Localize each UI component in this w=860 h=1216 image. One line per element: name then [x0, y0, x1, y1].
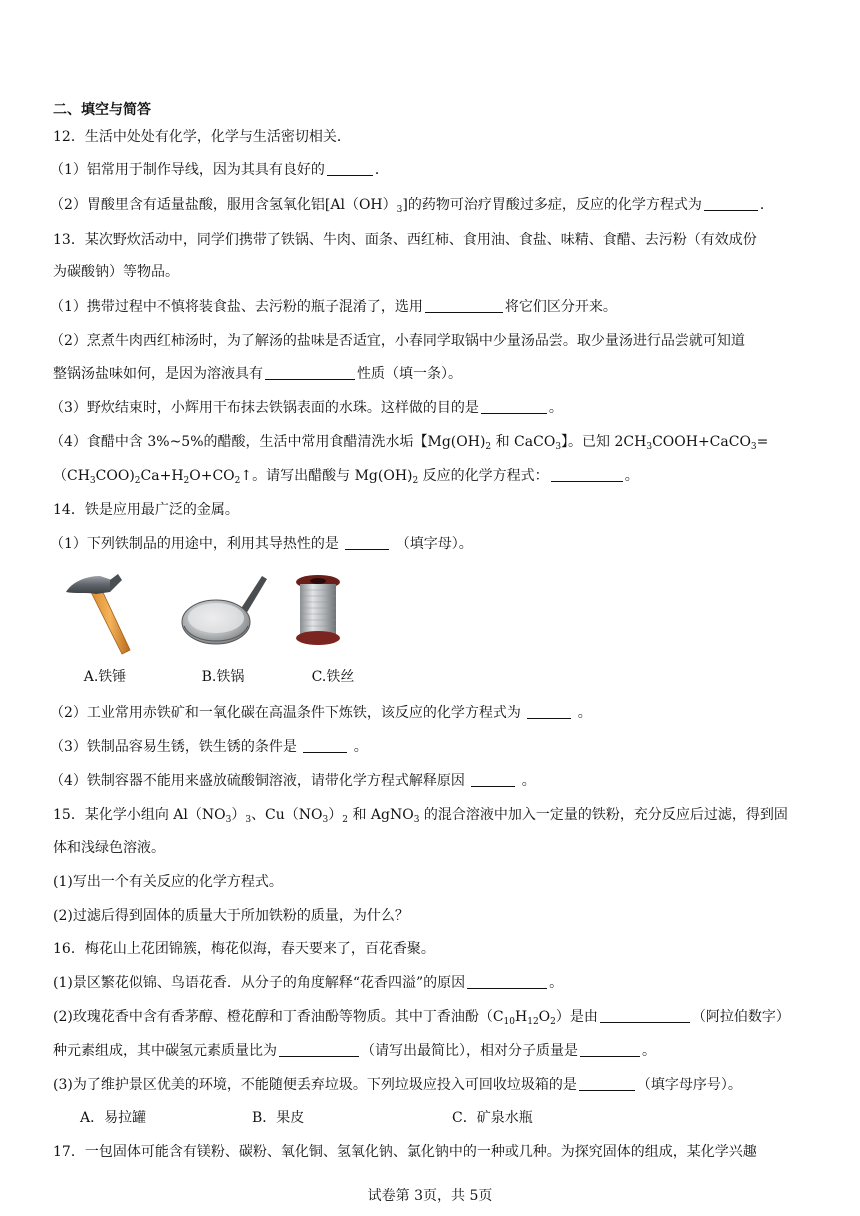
question-12-part-2: （2）胃酸里含有适量盐酸，服用含氢氧化铝$[Al(OH)_3]$的药物可治疗胃酸过多症，反应的化学方程式为 ．: [50, 197, 774, 215]
question-15-stem-line-1: 15．某化学小组向 $Al(NO_3)_3$、$Cu(NO_3)_2$ 和 AgNO$_3$ 的混合溶液中加入一定量的铁粉，充分反应后过滤，得到固: [53, 807, 788, 825]
answer-blank[interactable]: [527, 704, 571, 719]
question-13-part-3: （3）野炊结束时，小辉用干布抹去铁锅表面的水珠。这样做的目的是 。: [50, 400, 563, 416]
question-13-part-2-line-2: 整锅汤盐味如何，是因为溶液具有 性质（填一条）。: [53, 366, 462, 382]
answer-blank[interactable]: [579, 1076, 635, 1091]
option-b-figure: [178, 572, 268, 692]
wire-spool-icon: [288, 572, 348, 658]
answer-blank[interactable]: [481, 399, 547, 414]
wok-icon: [178, 572, 270, 658]
choice-c[interactable]: C．矿泉水瓶: [452, 1110, 533, 1126]
question-15-part-2: (2)过滤后得到固体的质量大于所加铁粉的质量，为什么？: [53, 908, 409, 924]
question-16-stem: 16．梅花山上花团锦簇，梅花似海，春天要来了，百花香聚。: [53, 941, 435, 957]
answer-blank[interactable]: [345, 535, 389, 550]
question-14-part-2: （2）工业常用赤铁矿和一氧化碳在高温条件下炼铁，该反应的化学方程式为 。: [50, 705, 592, 721]
option-b-caption: B.铁锅: [201, 669, 245, 685]
page-footer: 试卷第 3页，共 5页: [367, 1188, 493, 1204]
option-a-caption: A.铁锤: [83, 669, 127, 685]
answer-blank[interactable]: [279, 1042, 359, 1057]
answer-blank[interactable]: [303, 738, 347, 753]
answer-blank[interactable]: [471, 772, 515, 787]
answer-blank[interactable]: [265, 365, 355, 380]
question-16-part-2-line-2: 种元素组成，其中碳氢元素质量比为 （请写出最简比），相对分子质量是 。: [53, 1043, 656, 1059]
question-15-stem-line-2: 体和浅绿色溶液。: [53, 840, 165, 856]
option-c-caption: C.铁丝: [311, 669, 355, 685]
question-13-part-2-line-1: （2）烹煮牛肉西红柿汤时，为了解汤的盐味是否适宜，小春同学取锅中少量汤品尝。取少量汤进行品尝就可知道: [50, 333, 745, 349]
choice-a[interactable]: A．易拉罐: [80, 1110, 147, 1126]
question-13-part-1: （1）携带过程中不慎将装食盐、去污粉的瓶子混淆了，选用 将它们区分开来。: [50, 299, 617, 315]
option-a-figure: [60, 572, 150, 692]
iron-products-figure: [60, 572, 380, 692]
section-title: 二、填空与简答: [53, 102, 151, 118]
answer-blank[interactable]: [425, 298, 503, 313]
question-13-stem-line-1: 13．某次野炊活动中，同学们携带了铁锅、牛肉、面条、西红柿、食用油、食盐、味精、食醋、去污粉（有效成份: [53, 232, 757, 248]
question-16-part-1: (1)景区繁花似锦、鸟语花香．从分子的角度解释“花香四溢”的原因 。: [53, 975, 564, 991]
hammer-icon: [60, 572, 140, 658]
option-c-figure: [288, 572, 378, 692]
question-15-part-1: (1)写出一个有关反应的化学方程式。: [53, 874, 283, 890]
answer-blank[interactable]: [551, 467, 623, 482]
question-14-part-4: （4）铁制容器不能用来盛放硫酸铜溶液，请带化学方程式解释原因 。: [50, 773, 536, 789]
answer-blank[interactable]: [600, 1008, 690, 1023]
question-13-part-4-line-1: （4）食醋中含 3%~5%的醋酸，生活中常用食醋清洗水垢【$Mg(OH)_2$ 和 CaCO$_3$】。已知 $2CH_3COOH+CaCO_3=$: [50, 434, 769, 452]
answer-blank[interactable]: [704, 196, 758, 211]
question-16-part-2-line-1: (2)玫瑰花香中含有香茅醇、橙花醇和丁香油酚等物质。其中丁香油酚$(C_{10}H_{12}O_2)$是由 （阿拉伯数字）: [53, 1009, 790, 1027]
question-14-part-3: （3）铁制品容易生锈，铁生锈的条件是 。: [50, 739, 368, 755]
question-14-part-1: （1）下列铁制品的用途中，利用其导热性的是 （填字母）。: [50, 536, 473, 552]
question-16-part-3: (3)为了维护景区优美的环境，不能随便丢弃垃圾。下列垃圾应投入可回收垃圾箱的是 （填字母序号）。: [53, 1077, 742, 1093]
choice-b[interactable]: B．果皮: [252, 1110, 305, 1126]
question-12-part-1: （1）铝常用于制作导线，因为其具有良好的 ．: [50, 162, 389, 178]
answer-blank[interactable]: [580, 1042, 640, 1057]
answer-blank[interactable]: [327, 161, 373, 176]
question-12-stem: 12．生活中处处有化学，化学与生活密切相关．: [53, 129, 351, 145]
answer-blank[interactable]: [467, 974, 547, 989]
question-17-stem: 17．一包固体可能含有镁粉、碳粉、氧化铜、氢氧化钠、氯化钠中的一种或几种。为探究固体的组成，某化学兴趣: [53, 1144, 757, 1160]
question-14-stem: 14．铁是应用最广泛的金属。: [53, 502, 239, 518]
question-13-part-4-line-2: $(CH_3COO)_2Ca+H_2O+CO_2↑$。请写出醋酸与 $Mg(OH)_2$ 反应的化学方程式： 。: [53, 468, 639, 486]
question-13-stem-line-2: 为碳酸钠）等物品。: [53, 264, 179, 280]
